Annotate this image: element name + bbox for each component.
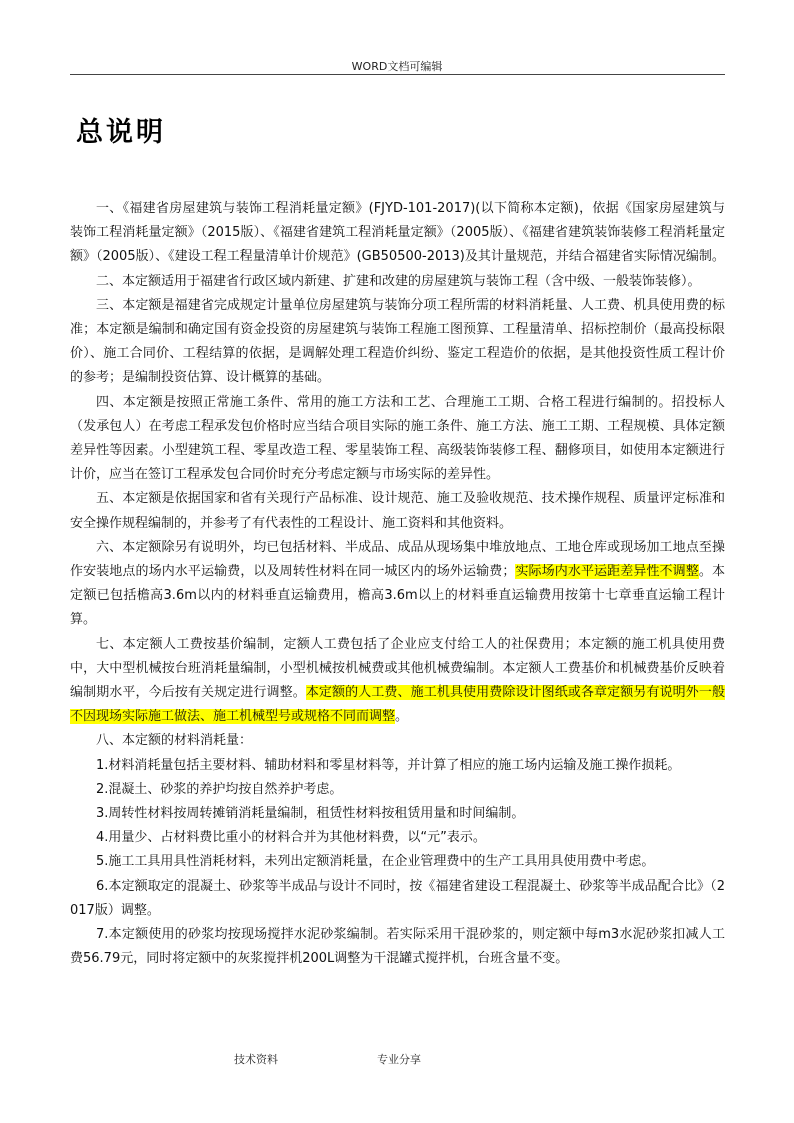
footer-right-text: 专业分享 xyxy=(377,1053,421,1066)
list-item-2: 2.混凝土、砂浆的养护均按自然养护考虑。 xyxy=(96,781,343,797)
paragraph-3: 三、本定额是福建省完成规定计量单位房屋建筑与装饰分项工程所需的材料消耗量、人工费、机具使用费的标准；本定额是编制和确定国有资金投资的房屋建筑与装饰工程施工图预算、工程量清单、招标控制价（最高投标限价）、施工合同价、工程结算的依据，是调解处理工程造价纠纷、鉴定工程造价的依据，是其他投资性质工程计价的参考；是编制投资估算、设计概算的基础。 xyxy=(70,297,725,386)
paragraph-6-part-a: 六、本定额除另有说明外，均已包括材料、半成品、成品从现场集中堆放地点、工地仓库或现场加工地点至操作安装地点的场内水平运输费，以及周转性材料在同一城区内的场外运输费； xyxy=(70,539,725,580)
paragraph-4: 四、本定额是按照正常施工条件、常用的施工方法和工艺、合理施工工期、合格工程进行编制的。招投标人（发承包人）在考虑工程承发包价格时应当结合项目实际的施工条件、施工方法、施工工期、工程规模、具体定额差异性等因素。小型建筑工程、零星改造工程、零星装饰工程、高级装饰装修工程、翻修项目，如使用本定额进行计价，应当在签订工程承发包合同价时充分考虑定额与市场实际的差异性。 xyxy=(70,394,725,483)
paragraph-2: 二、本定额适用于福建省行政区域内新建、扩建和改建的房屋建筑与装饰工程（含中级、一般装饰装修）。 xyxy=(96,273,701,289)
page-title: 总说明 xyxy=(76,117,166,148)
list-item-7: 7.本定额使用的砂浆均按现场搅拌水泥砂浆编制。若实际采用干混砂浆的，则定额中每m3水泥砂浆扣减人工费56.79元，同时将定额中的灰浆搅拌机200L调整为干混罐式搅拌机，台班含量不变。 xyxy=(70,927,725,967)
paragraph-7-part-a: 七、本定额人工费按基价编制，定额人工费包括了企业应支付给工人的社保费用；本定额的施工机具使用费中，大中型机械按台班消耗量编制，小型机械按机械费或其他机械费编制。本定额人工费基价和机械费基价反映着编制期水平，今后按有关规定进行调整。 xyxy=(70,636,725,701)
document-body xyxy=(70,197,725,972)
list-item-6: 6.本定额取定的混凝土、砂浆等半成品与设计不同时，按《福建省建设工程混凝土、砂浆等半成品配合比》（2017版）调整。 xyxy=(70,878,725,918)
list-item-3: 3.周转性材料按周转摊销消耗量编制，租赁性材料按租赁用量和时间编制。 xyxy=(96,806,525,822)
header-divider xyxy=(70,74,725,75)
paragraph-1: 一、《福建省房屋建筑与装饰工程消耗量定额》(FJYD-101-2017)(以下简称本定额)，依据《国家房屋建筑与装饰工程消耗量定额》（2015版）、《福建省建筑工程消耗量定额》（2005版）、《福建省建筑装饰装修工程消耗量定额》（2005版）、《建设工程工程量清单计价规范》(GB50500-2013)及其计量规范，并结合福建省实际情况编制。 xyxy=(70,201,725,265)
list-item-4: 4.用量少、占材料费比重小的材料合并为其他材料费，以“元”表示。 xyxy=(96,830,486,846)
paragraph-6-highlight: 实际场内水平运距差异性不调整 xyxy=(515,564,699,580)
footer-left-text: 技术资料 xyxy=(234,1053,278,1066)
paragraph-7-part-b: 。 xyxy=(395,709,409,725)
paragraph-7 xyxy=(70,633,725,730)
paragraph-8: 八、本定额的材料消耗量： xyxy=(96,733,253,749)
paragraph-7-highlight: 本定额的人工费、施工机具使用费除设计图纸或各章定额另有说明外一般不因现场实际施工做法、施工机械型号或规格不同而调整 xyxy=(70,685,725,725)
paragraph-6-part-b: 。本定额已包括檐高3.6m以内的材料垂直运输费用，檐高3.6m以上的材料垂直运输费用按第十七章垂直运输工程计算。 xyxy=(70,564,725,628)
page-header: WORD文档可编辑 xyxy=(351,60,443,73)
list-item-5: 5.施工工具用具性消耗材料，未列出定额消耗量，在企业管理费中的生产工具用具使用费中考虑。 xyxy=(96,854,655,870)
list-item-1: 1.材料消耗量包括主要材料、辅助材料和零星材料等，并计算了相应的施工场内运输及施工操作损耗。 xyxy=(96,757,681,773)
paragraph-6 xyxy=(70,536,725,633)
paragraph-5: 五、本定额是依据国家和省有关现行产品标准、设计规范、施工及验收规范、技术操作规程、质量评定标准和安全操作规程编制的，并参考了有代表性的工程设计、施工资料和其他资料。 xyxy=(70,491,725,531)
